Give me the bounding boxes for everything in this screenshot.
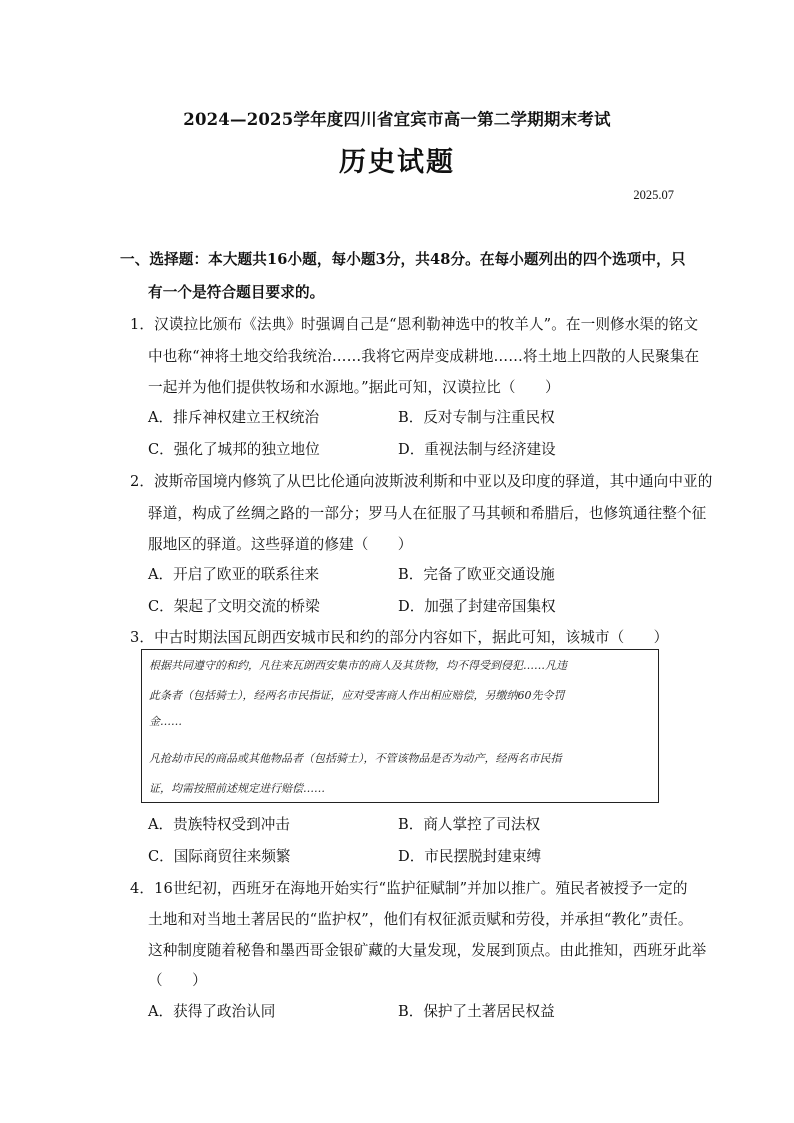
question-2-line1: 2．波斯帝国境内修筑了从巴比伦通向波斯波利斯和中亚以及印度的驿道，其中通向中亚的 (130, 473, 713, 490)
question-2-option-d[interactable]: D．加强了封建帝国集权 (398, 598, 556, 615)
question-3-option-c[interactable]: C．国际商贸往来频繁 (148, 848, 291, 865)
question-3-option-d[interactable]: D．市民摆脱封建束缚 (398, 848, 542, 865)
question-4-line1: 4．16世纪初，西班牙在海地开始实行“监护征赋制”并加以推广。殖民者被授予一定的 (130, 880, 688, 897)
question-2-option-c[interactable]: C．架起了文明交流的桥梁 (148, 598, 320, 615)
question-1-line1: 1．汉谟拉比颁布《法典》时强调自己是“恩利勒神选中的牧羊人”。在一则修水渠的铭文 (130, 316, 699, 333)
question-1-option-c[interactable]: C．强化了城邦的独立地位 (148, 441, 320, 458)
question-3-option-a[interactable]: A．贵族特权受到冲击 (148, 816, 290, 833)
exam-title: 2024—2025学年度四川省宜宾市高一第二学期期末考试 (183, 110, 611, 129)
question-1-line3: 一起并为他们提供牧场和水源地。”据此可知，汉谟拉比（ ） (148, 379, 560, 396)
question-4-line4: （ ） (148, 972, 207, 989)
question-1-option-d[interactable]: D．重视法制与经济建设 (398, 441, 556, 458)
question-2-line3: 服地区的驿道。这些驿道的修建（ ） (148, 536, 413, 553)
quote-line: 证，均需按照前述规定进行赔偿…… (149, 782, 325, 795)
section-heading-line2: 有一个是符合题目要求的。 (148, 284, 325, 301)
question-3-option-b[interactable]: B．商人掌控了司法权 (398, 816, 541, 833)
question-2-line2: 驿道，构成了丝绸之路的一部分；罗马人在征服了马其顿和希腊后，也修筑通往整个征 (148, 505, 707, 522)
question-1-option-b[interactable]: B．反对专制与注重民权 (398, 409, 555, 426)
question-4-option-b[interactable]: B．保护了土著居民权益 (398, 1003, 555, 1020)
quote-line: 根据共同遵守的和约，凡往来瓦朗西安集市的商人及其货物，均不得受到侵犯……凡违 (149, 659, 567, 672)
quote-line: 此条者（包括骑士），经两名市民指证，应对受害商人作出相应赔偿，另缴纳60先令罚 (149, 689, 565, 702)
question-3-quote-box (141, 649, 659, 803)
question-4-line3: 这种制度随着秘鲁和墨西哥金银矿藏的大量发现，发展到顶点。由此推知，西班牙此举 (148, 942, 707, 959)
quote-line: 金…… (149, 715, 182, 728)
exam-date: 2025.07 (633, 188, 674, 202)
question-1-line2: 中也称“神将土地交给我统治……我将它两岸变成耕地……将土地上四散的人民聚集在 (148, 348, 700, 365)
question-4-line2: 土地和对当地土著居民的“监护权”，他们有权征派贡赋和劳役，并承担“教化”责任。 (148, 911, 693, 928)
question-1-option-a[interactable]: A．排斥神权建立王权统治 (148, 409, 320, 426)
subject-title: 历史试题 (339, 147, 455, 178)
question-2-option-a[interactable]: A．开启了欧亚的联系往来 (148, 566, 320, 583)
question-3-line1: 3．中古时期法国瓦朗西安城市民和约的部分内容如下，据此可知，该城市（ ） (130, 629, 669, 646)
question-4-option-a[interactable]: A．获得了政治认同 (148, 1003, 276, 1020)
question-2-option-b[interactable]: B．完备了欧亚交通设施 (398, 566, 555, 583)
quote-line: 凡抢劫市民的商品或其他物品者（包括骑士），不管该物品是否为动产，经两名市民指 (149, 752, 562, 765)
section-heading-line1: 一、选择题：本大题共16小题，每小题3分，共48分。在每小题列出的四个选项中，只 (120, 251, 686, 268)
